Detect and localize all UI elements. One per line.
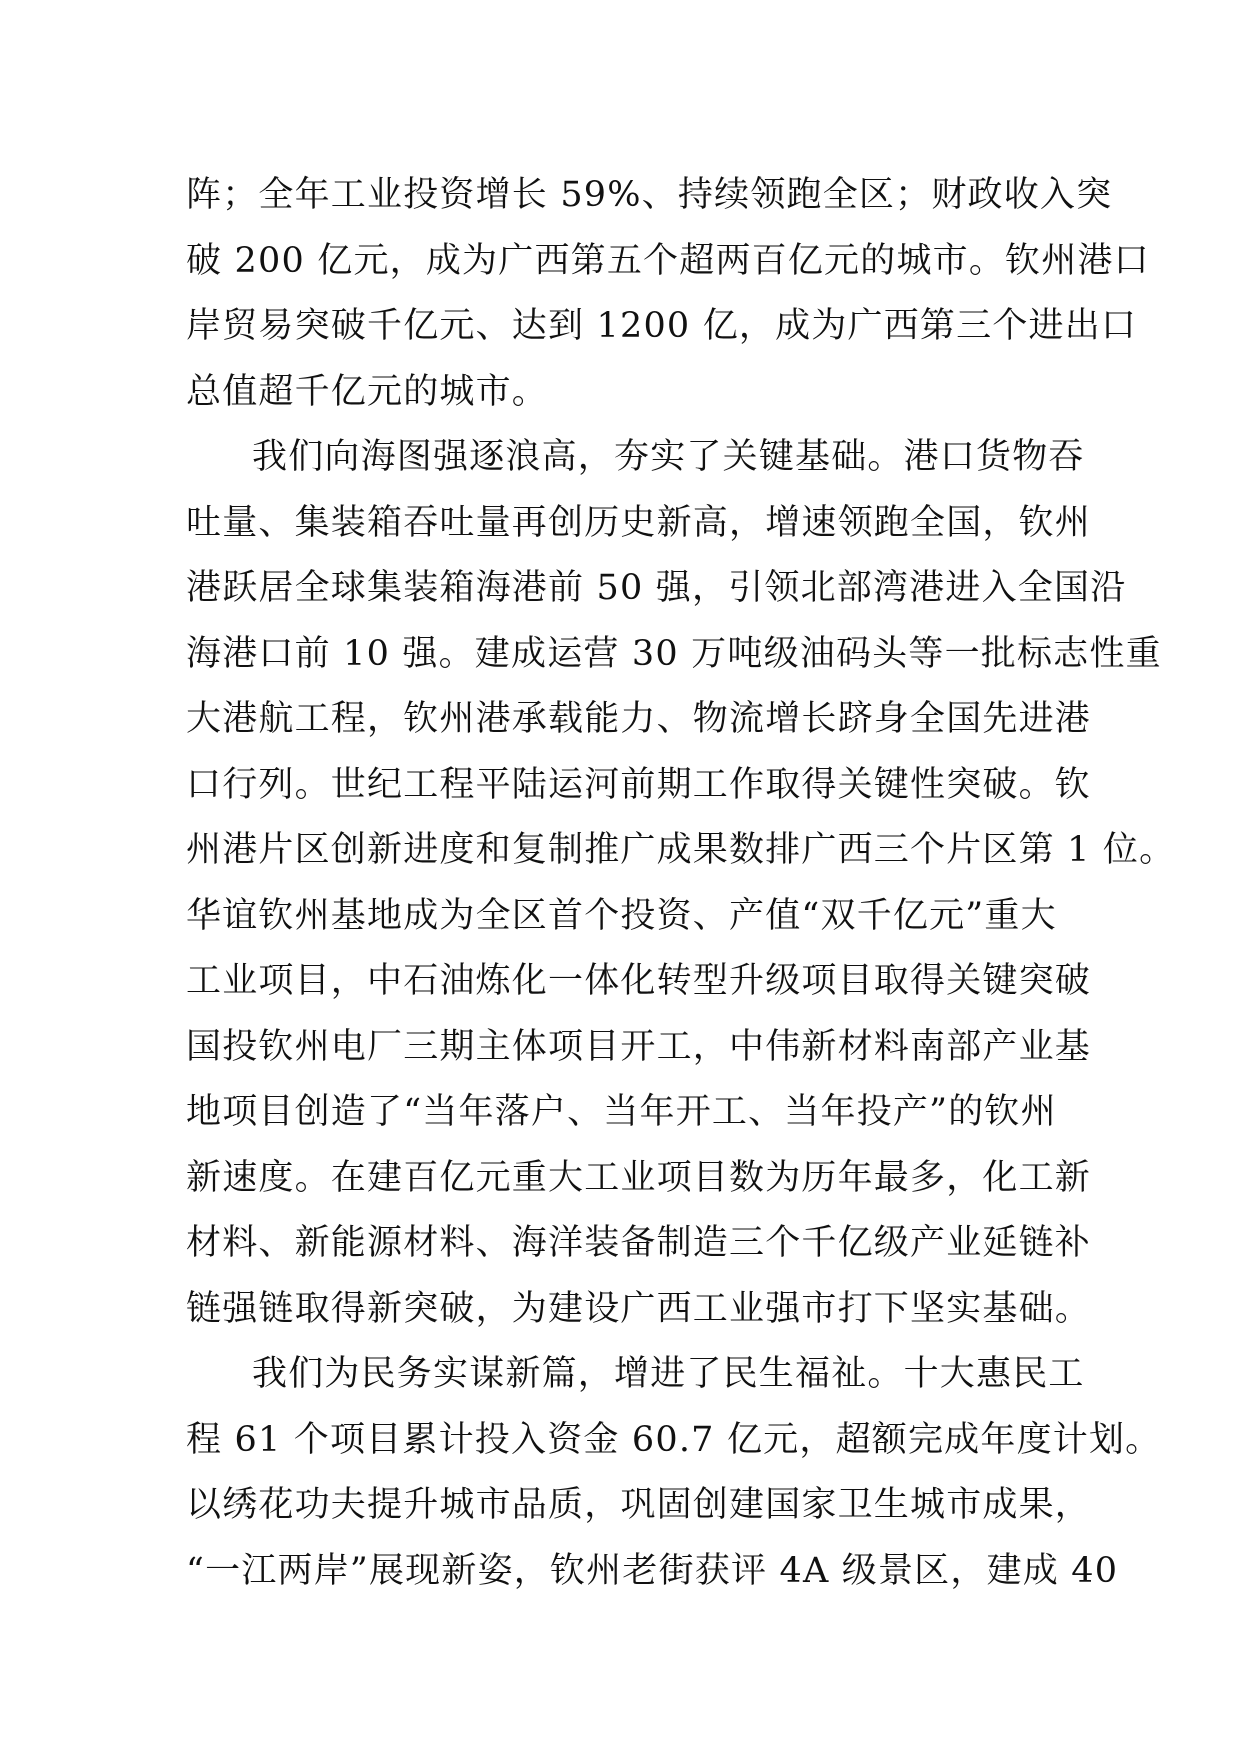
text-line: 港跃居全球集装箱海港前 50 强，引领北部湾港进入全国沿	[186, 568, 1127, 608]
text-line: 地项目创造了“当年落户、当年开工、当年投产”的钦州	[186, 1092, 1057, 1132]
text-line: 破 200 亿元，成为广西第五个超两百亿元的城市。钦州港口	[186, 240, 1150, 281]
text-line: 华谊钦州基地成为全区首个投资、产值“双千亿元”重大	[186, 895, 1057, 936]
text-line: “一江两岸”展现新姿，钦州老街获评 4A 级景区，建成 40	[186, 1550, 1119, 1591]
text-line: 大港航工程，钦州港承载能力、物流增长跻身全国先进港	[186, 699, 1092, 739]
text-line: 新速度。在建百亿元重大工业项目数为历年最多，化工新	[186, 1157, 1092, 1198]
text-line: 材料、新能源材料、海洋装备制造三个千亿级产业延链补	[186, 1223, 1092, 1263]
text-line: 阵；全年工业投资增长 59%、持续领跑全区；财政收入突	[186, 175, 1113, 215]
text-line: 程 61 个项目累计投入资金 60.7 亿元，超额完成年度计划。	[186, 1419, 1162, 1460]
text-line: 吐量、集装箱吞吐量再创历史新高，增速领跑全国，钦州	[186, 502, 1092, 543]
text-line: 总值超千亿元的城市。	[186, 371, 549, 412]
paragraph-start-line: 我们向海图强逐浪高，夯实了关键基础。港口货物吞	[252, 437, 1085, 477]
text-line: 以绣花功夫提升城市品质，巩固创建国家卫生城市成果，	[186, 1485, 1092, 1525]
text-line: 口行列。世纪工程平陆运河前期工作取得关键性突破。钦	[186, 764, 1092, 805]
text-line: 州港片区创新进度和复制推广成果数排广西三个片区第 1 位。	[186, 830, 1176, 870]
text-line: 链强链取得新突破，为建设广西工业强市打下坚实基础。	[186, 1288, 1092, 1329]
text-line: 国投钦州电厂三期主体项目开工，中伟新材料南部产业基	[186, 1026, 1092, 1067]
text-line: 岸贸易突破千亿元、达到 1200 亿，成为广西第三个进出口	[186, 306, 1138, 346]
body-text	[186, 163, 1176, 1604]
paragraph-start-line: 我们为民务实谋新篇，增进了民生福祉。十大惠民工	[252, 1354, 1085, 1394]
text-line: 工业项目，中石油炼化一体化转型升级项目取得关键突破	[186, 961, 1092, 1001]
text-line: 海港口前 10 强。建成运营 30 万吨级油码头等一批标志性重	[186, 633, 1162, 674]
